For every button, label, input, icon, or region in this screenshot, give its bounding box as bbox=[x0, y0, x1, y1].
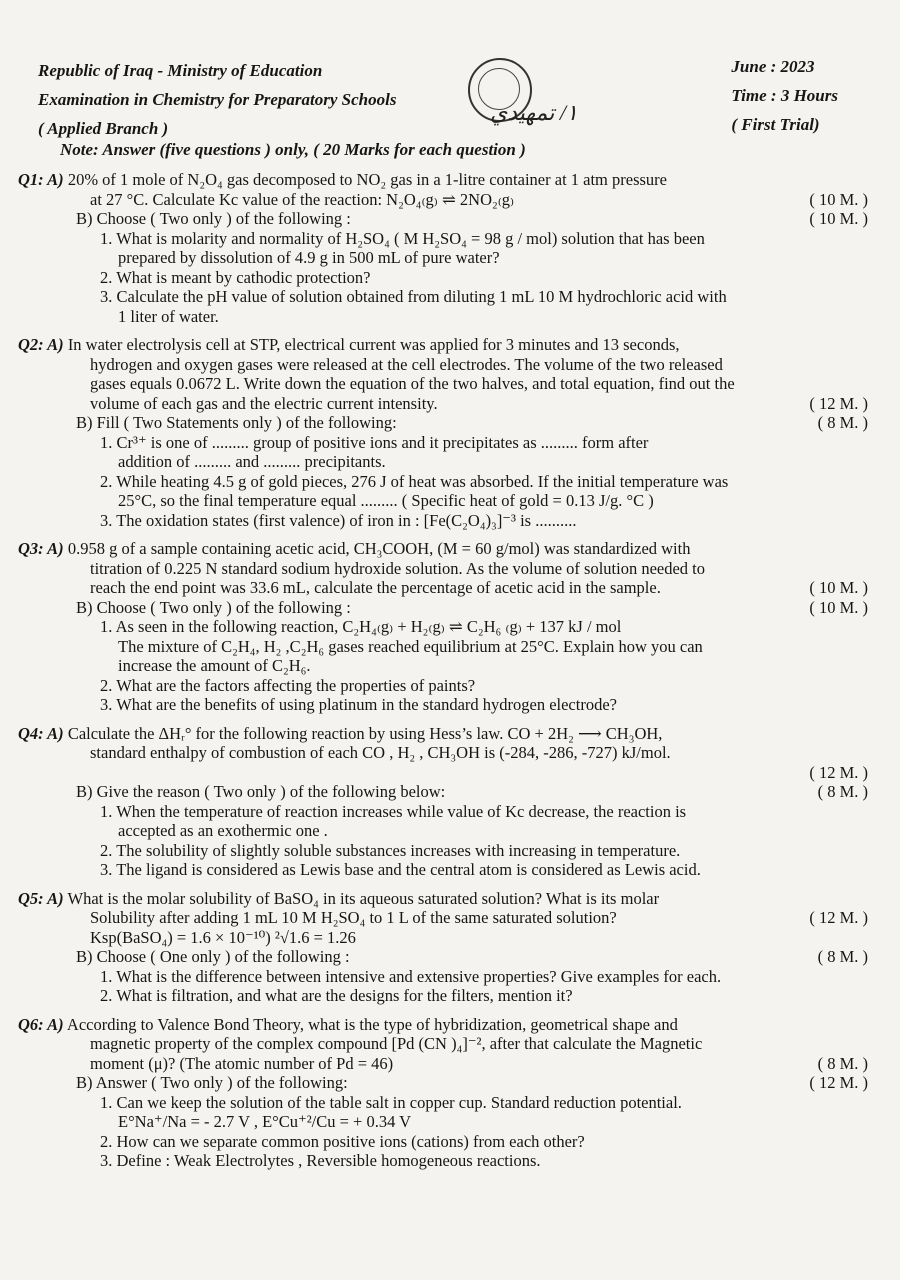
question-5 bbox=[18, 889, 868, 1006]
question-6 bbox=[18, 1015, 868, 1171]
q1-item: 3. Calculate the pH value of solution obtained from diluting 1 mL 10 M hydrochloric acid with bbox=[100, 287, 727, 306]
q3-item: 3. What are the benefits of using platinum in the standard hydrogen electrode? bbox=[100, 695, 617, 714]
q5-b-label: B) bbox=[76, 947, 93, 966]
header-exam-title: Examination in Chemistry for Preparatory Schools bbox=[38, 90, 397, 109]
q6-item: 1. Can we keep the solution of the table salt in copper cup. Standard reduction potential. bbox=[100, 1092, 682, 1112]
q3-item: 2. What are the factors affecting the properties of paints? bbox=[100, 675, 476, 695]
q4-item: 2. The solubility of slightly soluble substances increases with increasing in temperature. bbox=[100, 840, 681, 860]
question-3 bbox=[18, 539, 868, 715]
q3-a-line1: 0.958 g of a sample containing acetic acid, CH₃COOH, (M = 60 g/mol) was standardized with bbox=[67, 539, 691, 558]
header-date: June : 2023 bbox=[731, 57, 815, 76]
q3-b-text: Choose ( Two only ) of the following : bbox=[96, 597, 351, 617]
question-2 bbox=[18, 335, 868, 530]
q4-a-line1: Calculate the ΔHᵣ° for the following reaction by using Hess’s law. CO + 2H₂ ⟶ CH₃OH, bbox=[67, 723, 663, 743]
question-4 bbox=[18, 724, 868, 880]
q1-b-text: Choose ( Two only ) of the following : bbox=[96, 209, 351, 228]
q3-a-marks: ( 10 M. ) bbox=[809, 578, 868, 597]
q1-a-marks: ( 10 M. ) bbox=[809, 189, 868, 209]
q6-a-marks: ( 8 M. ) bbox=[817, 1053, 868, 1073]
header-ministry: Republic of Iraq - Ministry of Education bbox=[38, 61, 323, 80]
header-trial: ( First Trial) bbox=[731, 115, 820, 134]
q1-item: 2. What is meant by cathodic protection? bbox=[100, 267, 371, 287]
q3-item: increase the amount of C₂H₆. bbox=[118, 656, 311, 675]
q6-b-text: Answer ( Two only ) of the following: bbox=[95, 1073, 348, 1092]
q2-b-label: B) bbox=[76, 413, 93, 432]
q3-item: 1. As seen in the following reaction, C₂H₄₍g₎ + H₂₍g₎ ⇌ C₂H₆ ₍g₎ + 137 kJ / mol bbox=[100, 617, 622, 636]
q3-b-marks: ( 10 M. ) bbox=[809, 597, 868, 617]
q6-item: 2. How can we separate common positive ions (cations) from each other? bbox=[100, 1131, 585, 1151]
q2-label: Q2: A) bbox=[18, 335, 64, 354]
q3-b-label: B) bbox=[76, 597, 93, 617]
question-1 bbox=[18, 170, 868, 326]
q4-b-marks: ( 8 M. ) bbox=[817, 782, 868, 801]
q1-a-line1: 20% of 1 mole of N₂O₄ gas decomposed to NO₂ gas in a 1-litre container at 1 atm pressure bbox=[67, 170, 667, 189]
q2-a-marks: ( 12 M. ) bbox=[809, 393, 868, 413]
q1-item: 1. What is molarity and normality of H₂SO₄ ( M H₂SO₄ = 98 g / mol) solution that has been bbox=[100, 228, 705, 248]
questions bbox=[18, 170, 868, 1180]
q2-item: 25°C, so the final temperature equal ......... ( Specific heat of gold = 0.13 J/g. °C ) bbox=[118, 491, 654, 510]
q4-b-text: Give the reason ( Two only ) of the following below: bbox=[96, 782, 446, 801]
q4-a-line2: standard enthalpy of combustion of each CO , H₂ , CH₃OH is (-284, -286, -727) kJ/mol. bbox=[90, 743, 671, 762]
q1-item: prepared by dissolution of 4.9 g in 500 mL of pure water? bbox=[118, 248, 500, 267]
q4-item: accepted as an exothermic one . bbox=[118, 821, 328, 840]
q5-label: Q5: A) bbox=[18, 888, 64, 908]
q5-a-line2: Solubility after adding 1 mL 10 M H₂SO₄ to 1 L of the same saturated solution? bbox=[90, 908, 617, 927]
header-right bbox=[731, 52, 838, 139]
q3-a-line3: reach the end point was 33.6 mL, calculate the percentage of acetic acid in the sample. bbox=[90, 578, 661, 597]
q5-item: 2. What is filtration, and what are the designs for the filters, mention it? bbox=[100, 986, 573, 1005]
q6-b-label: B) bbox=[76, 1073, 93, 1092]
q1-a-line2: at 27 °C. Calculate Kc value of the reaction: N₂O₄₍g₎ ⇌ 2NO₂₍g₎ bbox=[90, 189, 515, 209]
q6-a-line1: According to Valence Bond Theory, what is the type of hybridization, geometrical shape and bbox=[66, 1014, 678, 1034]
q5-b-marks: ( 8 M. ) bbox=[817, 947, 868, 966]
q3-item: The mixture of C₂H₄, H₂ ,C₂H₆ gases reached equilibrium at 25°C. Explain how you can bbox=[118, 636, 703, 656]
q2-item: 3. The oxidation states (first valence) of iron in : [Fe(C₂O₄)₃]⁻³ is .......... bbox=[100, 510, 577, 530]
q6-item: 3. Define : Weak Electrolytes , Reversible homogeneous reactions. bbox=[100, 1151, 541, 1170]
q3-a-line2: titration of 0.225 N standard sodium hydroxide solution. As the volume of solution needed to bbox=[90, 558, 706, 578]
q1-b-label: B) bbox=[76, 209, 93, 228]
q5-a-line3: Ksp(BaSO₄) = 1.6 × 10⁻¹⁰) ²√1.6 = 1.26 bbox=[90, 927, 356, 947]
q2-a-line1: In water electrolysis cell at STP, electrical current was applied for 3 minutes and 13 seconds, bbox=[67, 335, 680, 354]
q4-item: 1. When the temperature of reaction increases while value of Kc decrease, the reaction is bbox=[100, 801, 687, 821]
header-left bbox=[38, 56, 396, 143]
exam-note: Note: Answer (five questions ) only, ( 20 Marks for each question ) bbox=[60, 140, 526, 159]
q5-a-marks: ( 12 M. ) bbox=[809, 908, 868, 927]
q5-b-text: Choose ( One only ) of the following : bbox=[96, 947, 350, 966]
q6-item: E°Na⁺/Na = - 2.7 V , E°Cu⁺²/Cu = + 0.34 V bbox=[118, 1112, 412, 1131]
q4-a-marks: ( 12 M. ) bbox=[809, 762, 868, 782]
q1-label: Q1: A) bbox=[18, 170, 64, 189]
q2-a-line2: hydrogen and oxygen gases were released at the cell electrodes. The volume of the two released bbox=[90, 354, 723, 374]
q6-label: Q6: A) bbox=[18, 1014, 64, 1034]
q2-a-line4: volume of each gas and the electric current intensity. bbox=[90, 393, 438, 413]
q4-b-label: B) bbox=[76, 782, 93, 801]
q4-item: 3. The ligand is considered as Lewis base and the central atom is considered as Lewis acid. bbox=[100, 860, 701, 879]
q1-b-marks: ( 10 M. ) bbox=[809, 209, 868, 228]
q5-item: 1. What is the difference between intensive and extensive properties? Give examples for each. bbox=[100, 966, 722, 986]
header-time: Time : 3 Hours bbox=[731, 86, 838, 105]
q2-item: 1. Cr³⁺ is one of ......... group of positive ions and it precipitates as ......... form after bbox=[100, 432, 649, 452]
q1-item: 1 liter of water. bbox=[118, 306, 219, 326]
q2-item: addition of ......... and ......... precipitants. bbox=[118, 452, 386, 471]
q6-b-marks: ( 12 M. ) bbox=[809, 1073, 868, 1092]
q5-a-line1: What is the molar solubility of BaSO₄ in its aqueous saturated solution? What is its molar bbox=[67, 888, 660, 908]
q2-item: 2. While heating 4.5 g of gold pieces, 276 J of heat was absorbed. If the initial temperature was bbox=[100, 471, 729, 491]
q2-b-text: Fill ( Two Statements only ) of the following: bbox=[96, 413, 397, 432]
q2-b-marks: ( 8 M. ) bbox=[817, 413, 868, 432]
header-branch: ( Applied Branch ) bbox=[38, 119, 169, 138]
q2-a-line3: gases equals 0.0672 L. Write down the equation of the two halves, and total equation, find out the bbox=[90, 374, 735, 393]
q6-a-line3: moment (μ)? (The atomic number of Pd = 46) bbox=[90, 1053, 394, 1073]
q3-label: Q3: A) bbox=[18, 539, 64, 558]
q4-label: Q4: A) bbox=[18, 723, 64, 743]
q6-a-line2: magnetic property of the complex compound [Pd (CN )₄]⁻², after that calculate the Magnetic bbox=[90, 1034, 703, 1053]
handwritten-note: ١/ تمهيدي bbox=[490, 100, 578, 125]
